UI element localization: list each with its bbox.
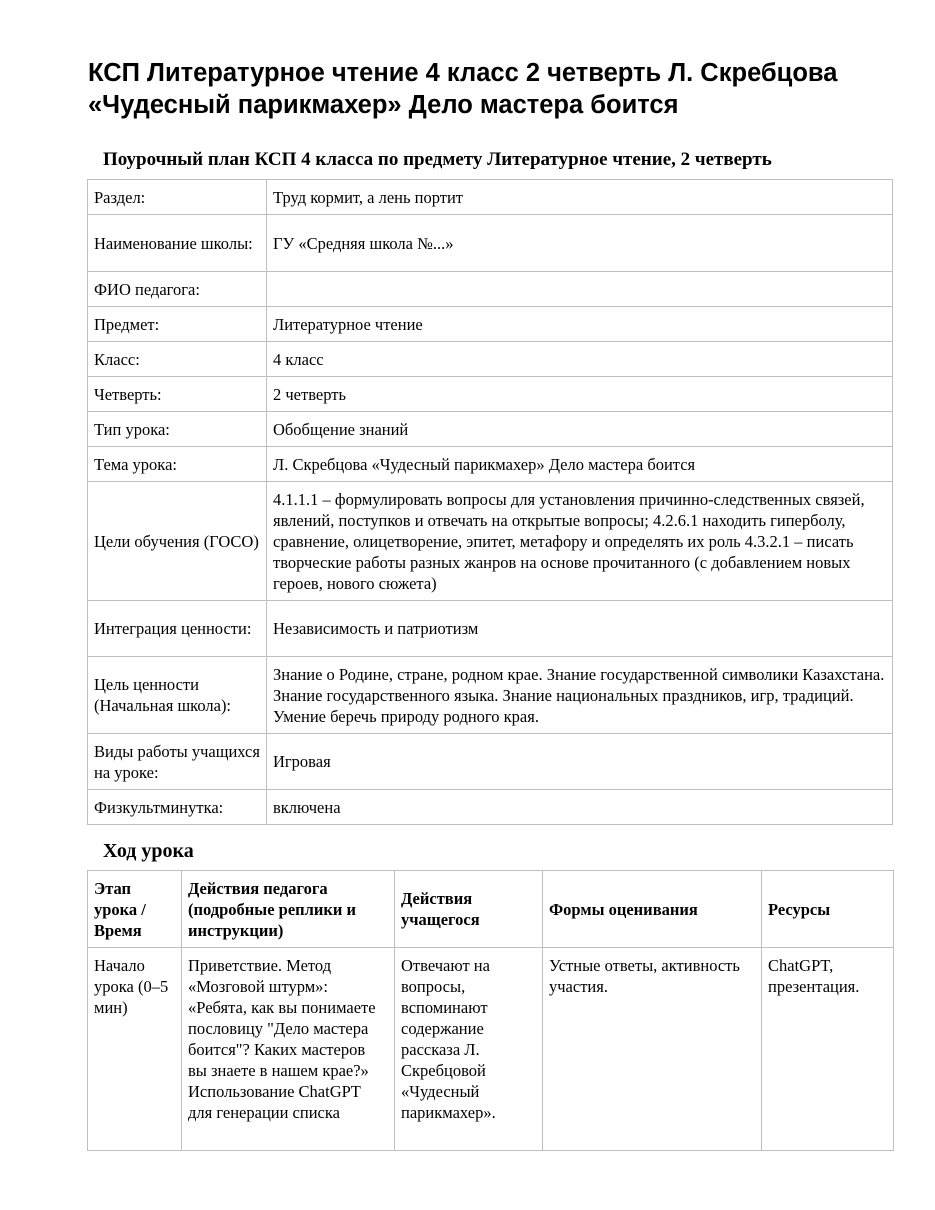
info-value: 4 класс — [267, 342, 893, 377]
info-value: Независимость и патриотизм — [267, 601, 893, 657]
info-label: Тема урока: — [88, 447, 267, 482]
teacher-actions-cell: Приветствие. Метод «Мозговой штурм»: «Ребята, как вы понимаете пословицу "Дело мастера боится"? Каких мастеров вы знаете в нашем крае?» Использование ChatGPT для генерации списка — [182, 948, 395, 1151]
info-row — [88, 180, 893, 215]
info-value: Игровая — [267, 734, 893, 790]
info-label: Раздел: — [88, 180, 267, 215]
info-label: Тип урока: — [88, 412, 267, 447]
info-value — [267, 272, 893, 307]
lesson-header-row — [88, 871, 894, 948]
lesson-flow-table — [87, 870, 894, 1151]
student-actions-cell: Отвечают на вопросы, вспоминают содержание рассказа Л. Скребцовой «Чудесный парикмахер». — [395, 948, 543, 1151]
info-row — [88, 601, 893, 657]
info-row — [88, 215, 893, 272]
plan-subtitle: Поурочный план КСП 4 класса по предмету Литературное чтение, 2 четверть — [103, 149, 772, 170]
info-row — [88, 482, 893, 601]
info-row — [88, 342, 893, 377]
info-value: ГУ «Средняя школа №...» — [267, 215, 893, 272]
info-value: включена — [267, 790, 893, 825]
info-label: Четверть: — [88, 377, 267, 412]
info-label: Цель ценности (Начальная школа): — [88, 657, 267, 734]
info-label: Виды работы учащихся на уроке: — [88, 734, 267, 790]
info-value: Знание о Родине, стране, родном крае. Знание государственной символики Казахстана. Знание государственного языка. Знание национальных праздников, игр, традиций. Умение беречь природу родного края. — [267, 657, 893, 734]
lesson-row — [88, 948, 894, 1151]
info-row — [88, 734, 893, 790]
info-row — [88, 412, 893, 447]
info-label: Наименование школы: — [88, 215, 267, 272]
info-value: Л. Скребцова «Чудесный парикмахер» Дело мастера боится — [267, 447, 893, 482]
info-row — [88, 377, 893, 412]
info-row — [88, 657, 893, 734]
document-title: КСП Литературное чтение 4 класс 2 четверть Л. Скребцова «Чудесный парикмахер» Дело мастера боится — [88, 59, 838, 119]
info-label: Физкультминутка: — [88, 790, 267, 825]
column-header-resources: Ресурсы — [762, 871, 894, 948]
info-label: Интеграция ценности: — [88, 601, 267, 657]
info-label: Цели обучения (ГОСО) — [88, 482, 267, 601]
info-value: Обобщение знаний — [267, 412, 893, 447]
info-value: Литературное чтение — [267, 307, 893, 342]
info-value: Труд кормит, а лень портит — [267, 180, 893, 215]
info-label: Класс: — [88, 342, 267, 377]
assessment-cell: Устные ответы, активность участия. — [543, 948, 762, 1151]
column-header-student-actions: Действия учащегося — [395, 871, 543, 948]
column-header-assessment: Формы оценивания — [543, 871, 762, 948]
column-header-stage: Этап урока / Время — [88, 871, 182, 948]
info-row — [88, 790, 893, 825]
info-row — [88, 272, 893, 307]
info-value: 4.1.1.1 – формулировать вопросы для установления причинно-следственных связей, явлений, поступков и отвечать на открытые вопросы; 4.2.6.1 находить гиперболу, сравнение, олицетворение, эпитет, метафору и определять их роль 4.3.2.1 – писать творческие работы разных жанров на основе прочитанного (с добавлением новых героев, нового сюжета) — [267, 482, 893, 601]
resources-cell: ChatGPT, презентация. — [762, 948, 894, 1151]
info-label: Предмет: — [88, 307, 267, 342]
info-label: ФИО педагога: — [88, 272, 267, 307]
column-header-teacher-actions: Действия педагога (подробные реплики и инструкции) — [182, 871, 395, 948]
info-row — [88, 447, 893, 482]
lesson-stage-cell: Начало урока (0–5 мин) — [88, 948, 182, 1151]
lesson-flow-heading: Ход урока — [103, 840, 194, 862]
info-value: 2 четверть — [267, 377, 893, 412]
lesson-info-table — [87, 179, 893, 825]
info-row — [88, 307, 893, 342]
